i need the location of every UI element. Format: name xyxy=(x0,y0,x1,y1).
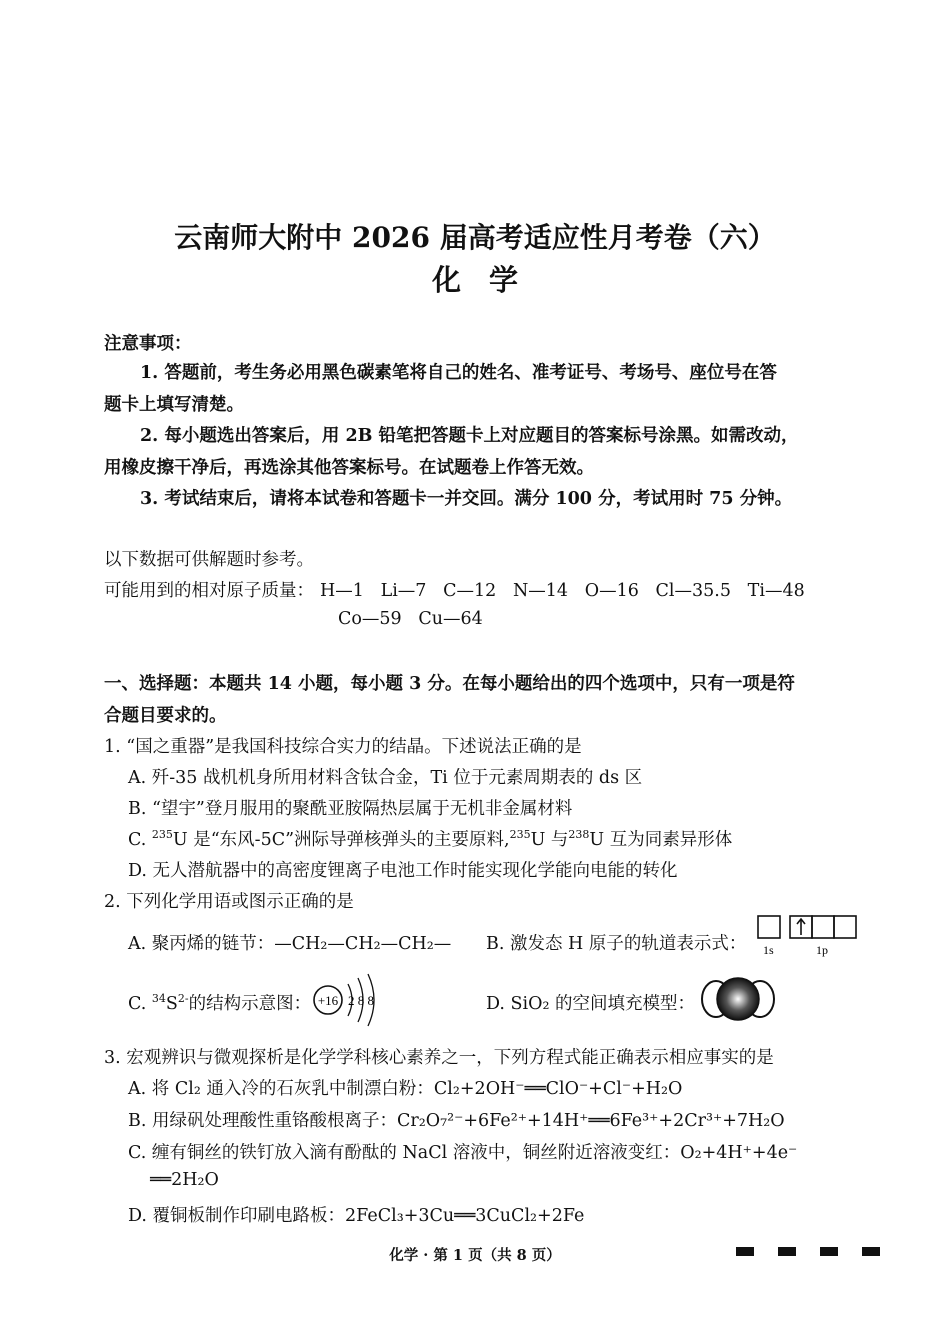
q2-c-prefix: C. xyxy=(128,994,152,1014)
q2-c-charge: 2- xyxy=(177,992,189,1005)
footer-mark-1 xyxy=(736,1247,754,1256)
q2-c-symbol: S xyxy=(165,994,178,1014)
q1-c-mass-3: 238 xyxy=(568,828,590,841)
electron-counts: 2 8 8 xyxy=(348,993,374,1008)
atomic-mass-label xyxy=(104,577,805,602)
notice-item-1-cont: 题卡上填写清楚。 xyxy=(104,395,244,415)
q3-c-equation-2: ══2H₂O xyxy=(150,1170,219,1190)
q3-stem: 3. 宏观辨识与微观探析是化学学科核心素养之一，下列方程式能正确表示相应事实的是 xyxy=(104,1048,774,1068)
q3-d-equation: 2FeCl₃+3Cu══3CuCl₂+2Fe xyxy=(345,1206,585,1226)
sulfide-structure-diagram xyxy=(310,972,394,1028)
notice-item-2: 2. 每小题选出答案后，用 2B 铅笔把答题卡上对应题目的答案标号涂黑。如需改动， xyxy=(140,426,799,446)
orbital-box-1s xyxy=(758,916,780,938)
q1-option-c xyxy=(128,826,732,851)
q3-option-a xyxy=(128,1075,682,1100)
q2-option-c-label xyxy=(128,990,311,1015)
q2-option-d-label: D. SiO₂ 的空间填充模型： xyxy=(486,994,696,1014)
q2-option-b-label: B. 激发态 H 原子的轨道表示式： xyxy=(486,934,747,954)
q1-c-text-2: U 与 xyxy=(530,830,569,850)
orbital-label-1s: 1s xyxy=(763,943,774,957)
q3-c-equation-1: O₂+4H⁺+4e⁻ xyxy=(680,1143,798,1163)
q3-b-equation: Cr₂O₇²⁻+6Fe²⁺+14H⁺══6Fe³⁺+2Cr³⁺+7H₂O xyxy=(397,1111,785,1131)
q2-stem: 2. 下列化学用语或图示正确的是 xyxy=(104,892,354,912)
orbital-label-1p: 1p xyxy=(816,943,828,957)
q1-c-text-1: U 是“东风-5C”洲际导弹核弹头的主要原料, xyxy=(172,830,510,850)
q1-c-mass-1: 235 xyxy=(151,828,173,841)
q3-option-d xyxy=(128,1202,584,1227)
silicon-atom xyxy=(717,978,759,1020)
footer-mark-3 xyxy=(820,1247,838,1256)
orbital-box-1p-2 xyxy=(812,916,834,938)
electron-up-arrow xyxy=(797,919,805,935)
exam-title: 云南师大附中 2026 届高考适应性月考卷（六） xyxy=(174,221,776,254)
q2-c-suffix: 的结构示意图： xyxy=(188,994,312,1014)
q1-option-b: B. “望宇”登月服用的聚酰亚胺隔热层属于无机非金属材料 xyxy=(128,799,573,819)
footer-mark-4 xyxy=(862,1247,880,1256)
sio2-space-filling-model xyxy=(700,976,776,1022)
q1-c-prefix: C. xyxy=(128,830,152,850)
notice-heading: 注意事项： xyxy=(104,334,192,354)
atomic-mass-row-1: H—1 Li—7 C—12 N—14 O—16 Cl—35.5 Ti—48 xyxy=(320,581,805,601)
footer-marks xyxy=(736,1247,880,1256)
reference-intro: 以下数据可供解题时参考。 xyxy=(104,550,314,570)
q1-option-a: A. 歼-35 战机机身所用材料含钛合金，Ti 位于元素周期表的 ds 区 xyxy=(128,768,643,788)
atomic-mass-row-2: Co—59 Cu—64 xyxy=(338,609,483,629)
q3-a-equation: Cl₂+2OH⁻══ClO⁻+Cl⁻+H₂O xyxy=(433,1079,683,1099)
q1-c-text-3: U 互为同素异形体 xyxy=(589,830,733,850)
nucleus-charge: +16 xyxy=(317,993,339,1008)
q3-option-c xyxy=(128,1139,797,1164)
section-1-heading: 一、选择题：本题共 14 小题，每小题 3 分。在每小题给出的四个选项中，只有一项是符 xyxy=(104,674,795,694)
footer-mark-2 xyxy=(778,1247,796,1256)
q2-a-formula: —CH₂—CH₂—CH₂— xyxy=(274,934,452,954)
notice-item-1: 1. 答题前，考生务必用黑色碳素笔将自己的姓名、准考证号、考场号、座位号在答 xyxy=(140,363,777,383)
q3-d-text: D. 覆铜板制作印刷电路板： xyxy=(128,1206,346,1226)
section-1-heading-cont: 合题目要求的。 xyxy=(104,706,227,726)
subject-title: 化学 xyxy=(431,263,546,297)
q3-option-b xyxy=(128,1107,785,1132)
q2-c-mass: 34 xyxy=(151,992,166,1005)
q3-a-text: A. 将 Cl₂ 通入冷的石灰乳中制漂白粉： xyxy=(128,1079,434,1099)
q2-a-label: A. 聚丙烯的链节： xyxy=(128,934,275,954)
q3-c-text: C. 缠有铜丝的铁钉放入滴有酚酞的 NaCl 溶液中，铜丝附近溶液变红： xyxy=(128,1143,681,1163)
q1-option-d: D. 无人潜航器中的高密度锂离子电池工作时能实现化学能向电能的转化 xyxy=(128,861,678,881)
q2-option-a xyxy=(128,930,451,955)
q3-b-text: B. 用绿矾处理酸性重铬酸根离子： xyxy=(128,1111,397,1131)
q1-c-mass-2: 235 xyxy=(509,828,531,841)
notice-item-2-cont: 用橡皮擦干净后，再选涂其他答案标号。在试题卷上作答无效。 xyxy=(104,458,594,478)
orbital-diagram xyxy=(756,914,860,960)
atomic-mass-label-text: 可能用到的相对原子质量： xyxy=(104,581,314,601)
page-footer: 化学 · 第 1 页（共 8 页） xyxy=(389,1247,561,1264)
notice-item-3: 3. 考试结束后，请将本试卷和答题卡一并交回。满分 100 分，考试用时 75 分钟。 xyxy=(140,489,793,509)
q1-stem: 1. “国之重器”是我国科技综合实力的结晶。下述说法正确的是 xyxy=(104,737,582,757)
orbital-box-1p-3 xyxy=(834,916,856,938)
